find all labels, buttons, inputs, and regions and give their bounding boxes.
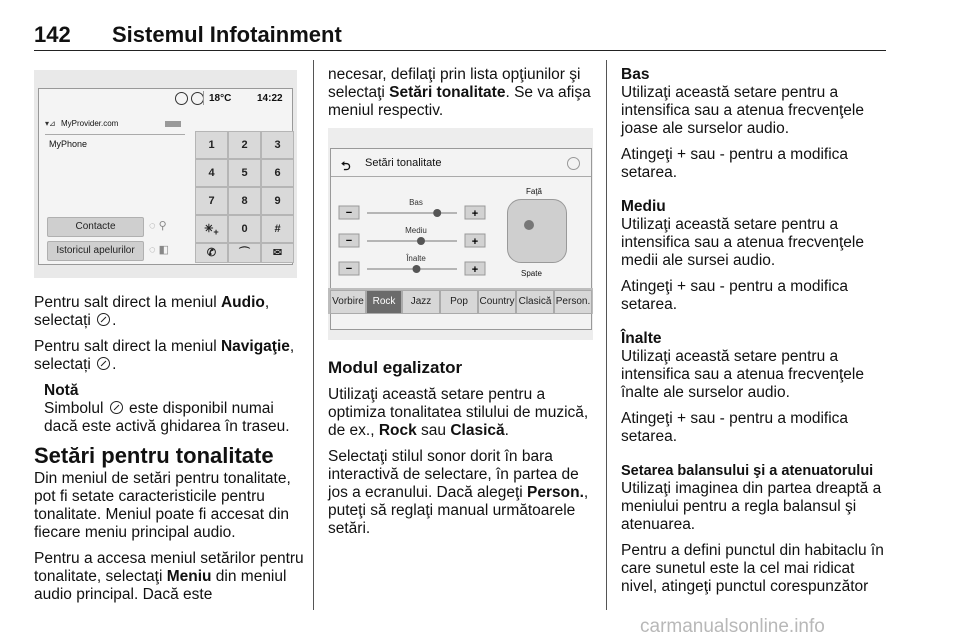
slider-knob[interactable]	[433, 209, 441, 217]
text: necesar, defilaţi prin lista opţiunilor şi selectaţi	[328, 66, 581, 101]
balance-point[interactable]	[524, 220, 534, 230]
heading-balance: Setarea balansului şi a atenuatorului	[621, 463, 874, 479]
contacts-button[interactable]: Contacte	[47, 217, 144, 237]
key-plus-label: +	[213, 227, 219, 238]
text: Utilizaţi această setare pentru a optimiza tonalitatea stilului de muzică, de ex.,	[328, 386, 589, 439]
audio-icon[interactable]	[175, 92, 188, 105]
minus-label: −	[345, 235, 353, 247]
style-rock: Rock	[378, 422, 417, 439]
paragraph-bas: Utilizaţi această setare pentru a intensifica sau a atenua frecvenţele joase ale surselor audio.	[621, 84, 864, 137]
key-2[interactable]: 2	[228, 131, 261, 159]
paragraph-tonality: Din meniul de setări pentru tonalitate, pot fi setate caracteristicile pentru tonalitate. Meniul poate fi accesat din fiecare meniu principal audio.	[34, 470, 291, 541]
text: Simbolul	[44, 400, 108, 417]
key-6[interactable]: 6	[261, 159, 294, 187]
text: selectați	[34, 356, 96, 373]
paragraph-scroll	[328, 66, 598, 120]
text: selectați	[34, 312, 96, 329]
key-0[interactable]: 0	[228, 215, 261, 243]
key-4[interactable]: 4	[195, 159, 228, 187]
text: Pentru salt direct la meniul	[34, 338, 221, 355]
front-label: Faţă	[526, 187, 543, 196]
text: dacă este activă ghidarea în traseu.	[44, 418, 290, 435]
slider-group	[331, 177, 501, 287]
menu-navigation: Navigaţie	[220, 338, 290, 355]
key-1[interactable]: 1	[195, 131, 228, 159]
text: din meniul audio principal. Dacă este	[34, 568, 287, 603]
key-hash[interactable]: #	[261, 215, 294, 243]
paragraph-balance-2: Pentru a defini punctul din habitaclu în care sunetul este la cel mai ridicat nivel, atingeţi punctul corespunzător	[621, 542, 884, 595]
plus-label: +	[471, 208, 479, 220]
minus-label: −	[345, 263, 353, 275]
call-icon[interactable]: ✆	[195, 243, 228, 263]
key-star-label: ✳	[204, 223, 214, 235]
note-text	[44, 400, 304, 436]
tab-vorbire[interactable]: Vorbire	[330, 290, 366, 314]
tone-settings-illustration	[328, 128, 593, 340]
column-divider	[313, 60, 314, 610]
tab-person[interactable]: Person.	[554, 290, 592, 314]
navigation-icon	[110, 401, 123, 414]
text: Pentru salt direct la meniul	[34, 294, 221, 311]
slider-label: Bas	[409, 198, 423, 207]
text: , puteţi să reglaţi manual următoarele setări.	[328, 484, 589, 537]
page-title: Sistemul Infotainment	[112, 22, 342, 47]
paragraph-audio	[34, 294, 304, 330]
paragraph-access	[34, 550, 304, 604]
slider-knob[interactable]	[417, 237, 425, 245]
heading-inalte: Înalte	[621, 330, 662, 347]
hang-up-icon[interactable]: ⌒	[228, 243, 261, 263]
paragraph-balance: Utilizaţi imaginea din partea dreaptă a meniului pentru a regla balansul şi atenuarea.	[621, 480, 882, 533]
header-rule	[34, 50, 886, 51]
plus-label: +	[471, 264, 479, 276]
style-person: Person.	[527, 484, 584, 501]
message-icon[interactable]: ✉	[261, 243, 294, 263]
back-icon[interactable]: ⮌	[341, 159, 351, 173]
heading-bas: Bas	[621, 66, 650, 83]
text: .	[112, 356, 117, 373]
paragraph-mediu-action: Atingeţi + sau - pentru a modifica setarea.	[621, 278, 849, 313]
tab-country[interactable]: Country	[478, 290, 516, 314]
call-history-button[interactable]: Istoricul apelurilor	[47, 241, 144, 261]
slider-label: Înalte	[406, 254, 426, 263]
column-3-text	[621, 66, 889, 604]
status-temp: 18°C	[209, 93, 232, 104]
paragraph-mediu: Utilizaţi această setare pentru a intensifica sau a atenua frecvenţele medii ale sursei audio.	[621, 216, 864, 269]
phone-name: MyPhone	[49, 139, 88, 149]
heading-mediu: Mediu	[621, 198, 666, 215]
divider	[45, 134, 185, 135]
tab-jazz[interactable]: Jazz	[402, 290, 440, 314]
tab-clasica[interactable]: Clasică	[516, 290, 554, 314]
key-8[interactable]: 8	[228, 187, 261, 215]
paragraph-select-style	[328, 448, 598, 538]
phone-screen-illustration	[34, 70, 297, 278]
text: .	[504, 422, 509, 439]
text: .	[112, 312, 117, 329]
section-heading-tonality: Setări pentru tonalitate	[34, 443, 274, 468]
menu-label: Setări tonalitate	[389, 84, 506, 101]
column-2-intro	[328, 66, 598, 128]
column-divider	[606, 60, 607, 610]
key-7[interactable]: 7	[195, 187, 228, 215]
text: este disponibil numai	[124, 400, 274, 417]
minus-label: −	[345, 207, 353, 219]
text: ,	[264, 294, 270, 311]
menu-label: Meniu	[166, 568, 212, 585]
text: sau	[416, 422, 451, 439]
rear-label: Spate	[521, 269, 542, 278]
watermark: carmanualsonline.info	[640, 616, 825, 637]
style-clasica: Clasică	[450, 422, 505, 439]
column-1-text	[34, 294, 304, 612]
key-star[interactable]	[195, 215, 228, 243]
paragraph-inalte-action: Atingeţi + sau - pentru a modifica setarea.	[621, 410, 849, 445]
menu-audio: Audio	[220, 294, 265, 311]
audio-icon	[97, 313, 110, 326]
cabin-balance-pad[interactable]	[507, 199, 567, 263]
mic-mute-icon[interactable]: ◌ ⚲	[149, 220, 167, 232]
paragraph-bas-action: Atingeţi + sau - pentru a modifica setarea.	[621, 146, 849, 181]
navigation-icon	[97, 357, 110, 370]
tone-screen-title: Setări tonalitate	[365, 157, 442, 169]
text: ,	[289, 338, 295, 355]
paragraph-inalte: Utilizaţi această setare pentru a intensifica sau a atenua frecvenţele înalte ale surselor audio.	[621, 348, 864, 401]
status-time: 14:22	[257, 93, 283, 104]
status-divider	[203, 91, 204, 105]
text: . Se va afişa meniul respectiv.	[328, 84, 591, 119]
battery-icon	[165, 121, 181, 127]
slider-knob[interactable]	[413, 265, 421, 273]
note-title: Notă	[44, 382, 79, 399]
key-9[interactable]: 9	[261, 187, 294, 215]
speaker-icon[interactable]: ◌ ◧	[149, 244, 169, 256]
provider-name: MyProvider.com	[61, 119, 119, 128]
signal-icon: ▾⊿	[45, 119, 56, 128]
plus-label: +	[471, 236, 479, 248]
phone-screen	[38, 88, 293, 265]
text: Selectaţi stilul sonor dorit în bara interactivă de selectare, în partea de jos a ecranului. Dacă alegeţi	[328, 448, 579, 501]
paragraph-navigation	[34, 338, 304, 374]
slider-label: Mediu	[405, 226, 427, 235]
key-5[interactable]: 5	[228, 159, 261, 187]
tab-pop[interactable]: Pop	[440, 290, 478, 314]
tab-rock[interactable]: Rock	[366, 290, 402, 314]
note-block	[44, 382, 304, 436]
text: Pentru a accesa meniul setărilor pentru tonalitate, selectaţi	[34, 550, 304, 585]
column-2-text	[328, 358, 598, 546]
page-number: 142	[34, 22, 71, 47]
key-3[interactable]: 3	[261, 131, 294, 159]
section-heading-equalizer: Modul egalizator	[328, 358, 463, 377]
music-icon	[567, 157, 580, 170]
paragraph-equalizer	[328, 386, 598, 440]
